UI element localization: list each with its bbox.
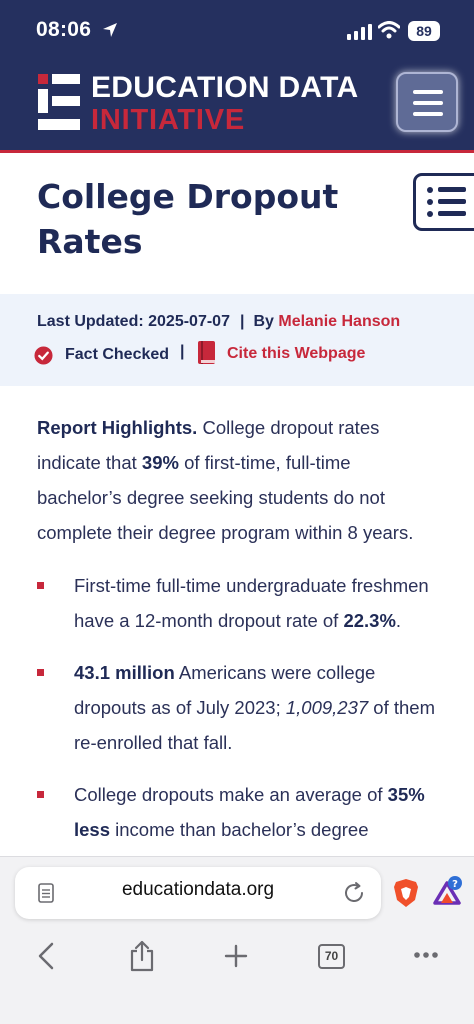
logo-text-primary[interactable]: EDUCATION DATA: [91, 71, 359, 104]
header-divider: [0, 150, 474, 153]
new-tab-icon[interactable]: [224, 944, 248, 968]
bullet-text: of them re-enrolled that fall.: [74, 697, 436, 753]
article-meta-line: [37, 313, 400, 331]
highlights-stat: 39%: [141, 452, 179, 473]
more-options-icon[interactable]: [413, 950, 439, 960]
menu-bar-icon: [413, 90, 443, 94]
status-bar: [0, 0, 474, 60]
book-icon: [197, 340, 217, 366]
logo-mark-icon: [38, 74, 80, 130]
logo-text-secondary[interactable]: INITIATIVE: [91, 104, 246, 136]
back-icon[interactable]: [36, 942, 56, 970]
cite-webpage-link[interactable]: Cite this Webpage: [227, 345, 366, 362]
menu-bar-icon: [413, 112, 443, 116]
fact-checked-label[interactable]: Fact Checked: [65, 346, 170, 363]
bullet-stat: 22.3%: [343, 610, 396, 631]
hamburger-menu-button[interactable]: [396, 72, 458, 132]
article-meta: [0, 294, 474, 386]
brave-rewards-icon[interactable]: [432, 876, 464, 908]
bullet-icon: [37, 582, 44, 589]
author-link[interactable]: Melanie Hanson: [278, 313, 401, 330]
wifi-icon: [378, 21, 400, 39]
highlights-text: of first-time, full-time bachelor’s degree seeking students do not complete their degree program within 8 years.: [37, 452, 414, 543]
bullet-stat: 43.1 million: [74, 662, 175, 683]
tab-count-button[interactable]: 70: [318, 944, 345, 969]
bullet-stat-italic: 1,009,237: [285, 697, 369, 718]
menu-bar-icon: [413, 101, 443, 105]
brave-shields-icon[interactable]: [393, 878, 419, 908]
rewards-badge: ?: [452, 879, 458, 890]
bullet-stat: 35% less: [74, 784, 425, 840]
last-updated-label: Last Updated:: [37, 313, 144, 330]
location-arrow-icon: [102, 22, 118, 38]
cellular-signal-icon: [347, 24, 373, 40]
meta-separator: |: [239, 313, 245, 330]
report-highlights: [37, 410, 437, 550]
meta-separator: |: [180, 343, 185, 360]
article-body: [37, 410, 437, 864]
share-icon[interactable]: [129, 940, 155, 972]
list-item: [37, 655, 437, 760]
bullet-text: First-time full-time undergraduate freshmen have a 12-month dropout rate of: [74, 575, 429, 631]
bullet-text: College dropouts make an average of: [74, 784, 388, 805]
bullet-icon: [37, 791, 44, 798]
highlights-label: Report Highlights.: [37, 417, 198, 438]
url-text[interactable]: educationdata.org: [121, 879, 275, 900]
battery-indicator: 89: [408, 21, 440, 41]
by-label: By: [253, 313, 274, 330]
bullet-text: income than bachelor’s degree: [110, 819, 369, 840]
bullet-text: .: [395, 610, 402, 631]
page-title: College Dropout Rates: [37, 177, 339, 261]
list-item: [37, 777, 437, 847]
status-time: 08:06: [36, 18, 92, 41]
bullet-text: Americans were college dropouts as of July 2023;: [74, 662, 376, 718]
highlights-text: College dropout rates indicate that: [37, 417, 380, 473]
list-icon: [416, 176, 474, 228]
table-of-contents-button[interactable]: [413, 173, 474, 231]
last-updated-date: 2025-07-07: [148, 313, 230, 330]
bullet-icon: [37, 669, 44, 676]
list-item: [37, 568, 437, 638]
fact-checked-icon: [34, 346, 53, 365]
reload-icon[interactable]: [342, 881, 366, 905]
reader-mode-icon[interactable]: [38, 883, 54, 903]
